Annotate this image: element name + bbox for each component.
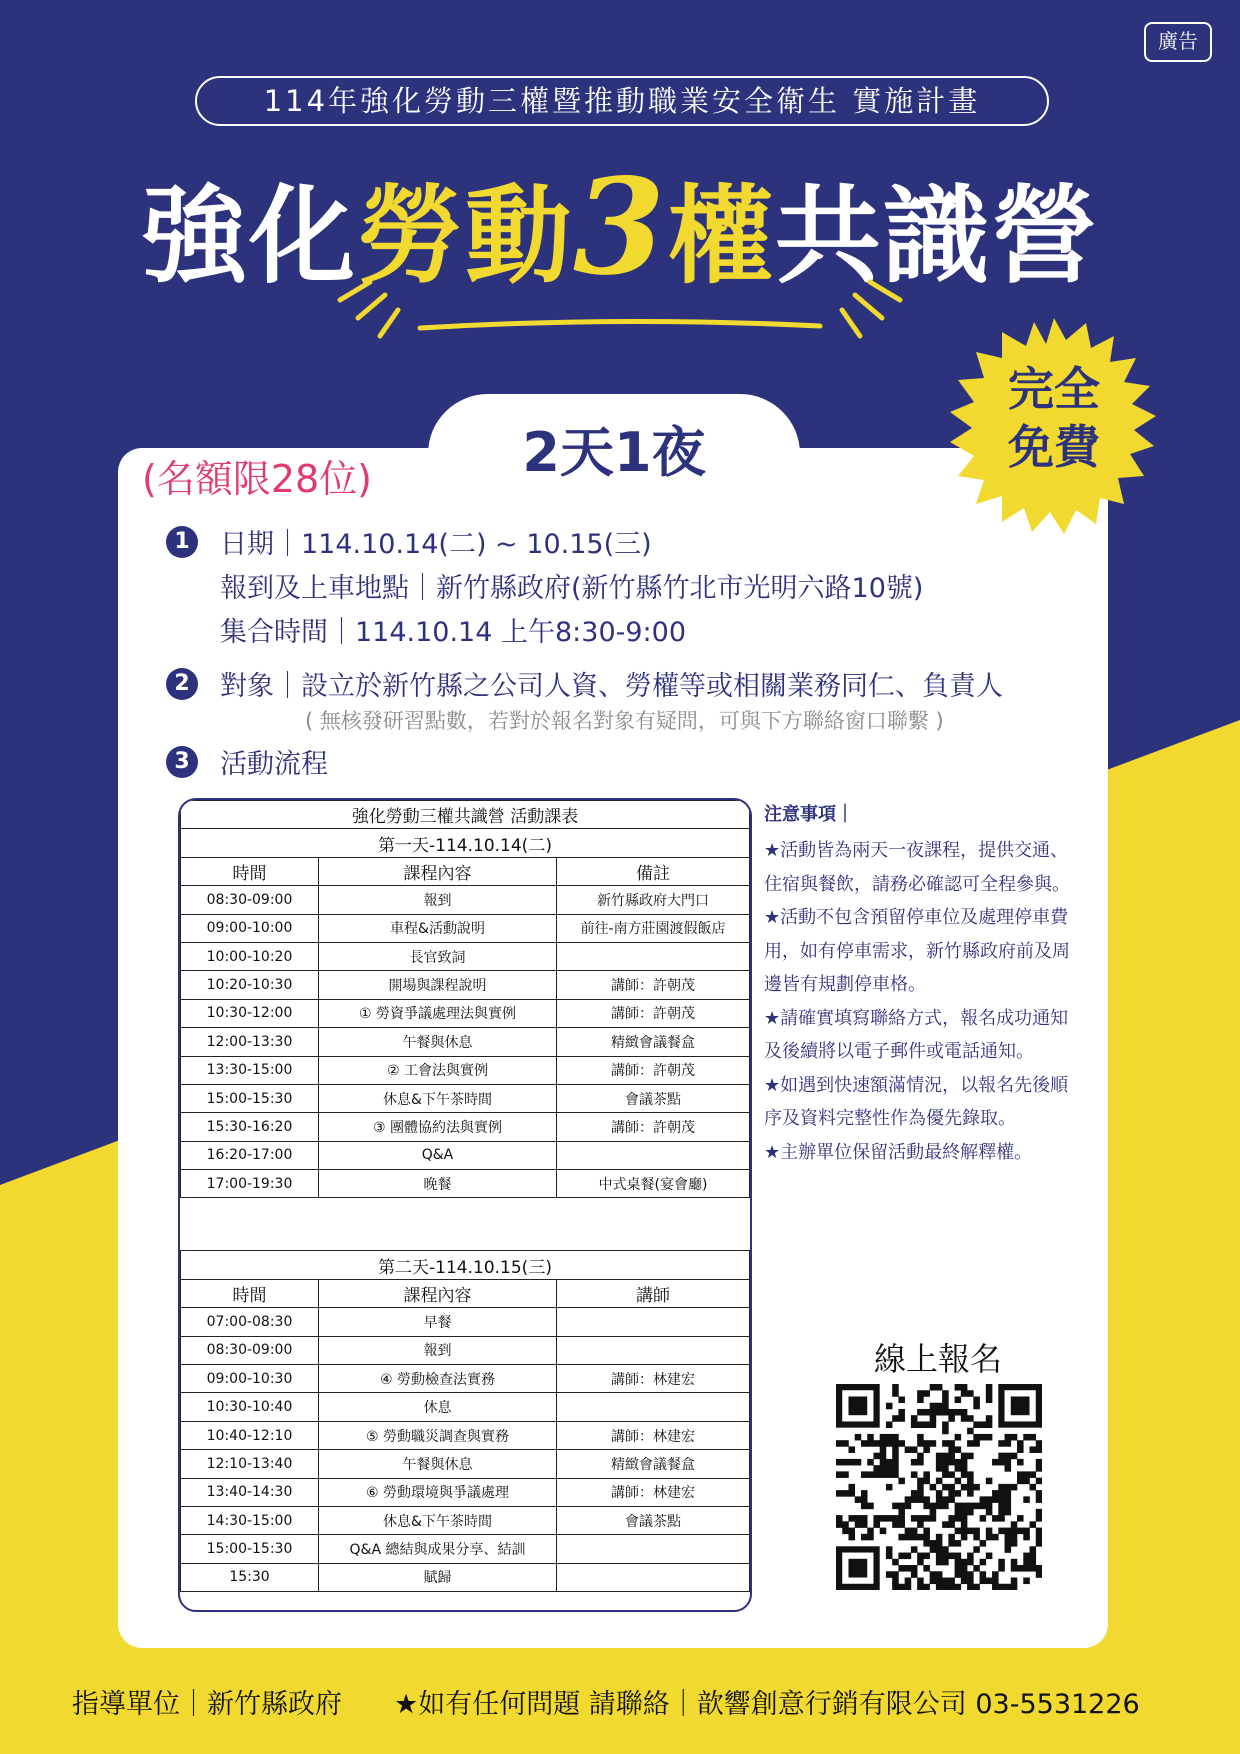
table-cell	[557, 1336, 750, 1364]
table-row	[181, 1450, 750, 1478]
table-cell: 講師：林建宏	[557, 1365, 750, 1393]
flow-heading: 活動流程	[220, 749, 328, 780]
qr-code-icon[interactable]	[836, 1384, 1042, 1590]
table-cell: Q&A	[319, 1141, 557, 1169]
table-row	[181, 999, 750, 1027]
main-title-part1: 強化	[141, 175, 358, 298]
day-title: 第二天-114.10.15(三)	[181, 1251, 750, 1279]
ad-badge: 廣告	[1144, 22, 1212, 62]
day-title-row	[181, 829, 750, 857]
table-row	[181, 1563, 750, 1591]
table-cell: 前往-南方莊園渡假飯店	[557, 914, 750, 942]
table-cell: 報到	[319, 1336, 557, 1364]
table-cell	[557, 1141, 750, 1169]
table-cell: 報到	[319, 886, 557, 914]
table-cell	[557, 942, 750, 970]
table-cell: 講師：林建宏	[557, 1421, 750, 1449]
table-row	[181, 1478, 750, 1506]
table-cell: 午餐與休息	[319, 1450, 557, 1478]
table-cell: 中式桌餐(宴會廳)	[557, 1170, 750, 1198]
table-row	[181, 886, 750, 914]
table-row	[181, 1056, 750, 1084]
table-cell: 15:00-15:30	[181, 1084, 319, 1112]
header-row	[181, 857, 750, 885]
column-header: 課程內容	[319, 857, 557, 885]
table-cell: 12:00-13:30	[181, 1028, 319, 1056]
table-cell: 17:00-19:30	[181, 1170, 319, 1198]
table-cell: ⑥ 勞動環境與爭議處理	[319, 1478, 557, 1506]
note-item: ★活動皆為兩天一夜課程，提供交通、住宿與餐飲，請務必確認可全程參與。	[764, 840, 1070, 895]
table-cell: 精緻會議餐盒	[557, 1450, 750, 1478]
table-cell: ④ 勞動檢查法實務	[319, 1365, 557, 1393]
table-cell: 10:20-10:30	[181, 971, 319, 999]
table-cell: 休息&下午茶時間	[319, 1506, 557, 1534]
table-cell: 賦歸	[319, 1563, 557, 1591]
header-row	[181, 1279, 750, 1307]
schedule-table	[178, 798, 752, 1612]
main-title-part5: 共識營	[774, 175, 1099, 298]
table-row	[181, 971, 750, 999]
table-cell: 07:00-08:30	[181, 1308, 319, 1336]
table-row	[181, 914, 750, 942]
registration-label: 線上報名	[873, 1340, 1002, 1378]
table-cell: 講師：許朝茂	[557, 971, 750, 999]
gather-time: 集合時間｜114.10.14 上午8:30-9:00	[220, 617, 687, 648]
event-location: 報到及上車地點｜新竹縣政府(新竹縣竹北市光明六路10號)	[220, 573, 924, 604]
table-cell: ② 工會法與實例	[319, 1056, 557, 1084]
free-badge-line2: 免費	[1008, 420, 1100, 474]
table-cell: 講師：許朝茂	[557, 999, 750, 1027]
table-cell: 午餐與休息	[319, 1028, 557, 1056]
table-row	[181, 1170, 750, 1198]
table-cell: 14:30-15:00	[181, 1506, 319, 1534]
table-cell	[557, 1563, 750, 1591]
column-header: 時間	[181, 1279, 319, 1307]
footer-guide: 指導單位｜新竹縣政府	[72, 1689, 342, 1720]
note-item: ★請確實填寫聯絡方式，報名成功通知及後續將以電子郵件或電話通知。	[764, 1007, 1069, 1062]
table-cell: 10:30-12:00	[181, 999, 319, 1027]
table-row	[181, 1028, 750, 1056]
table-cell: 講師：林建宏	[557, 1478, 750, 1506]
section-number-2: 2	[166, 668, 198, 700]
table-cell: 08:30-09:00	[181, 1336, 319, 1364]
target-audience: 對象｜設立於新竹縣之公司人資、勞權等或相關業務同仁、負責人	[220, 671, 1003, 702]
note-item: ★主辦單位保留活動最終解釋權。	[764, 1141, 1033, 1163]
quota-label: (名額限28位)	[142, 457, 373, 501]
table-cell: 講師：許朝茂	[557, 1056, 750, 1084]
note-item: ★活動不包含預留停車位及處理停車費用，如有停車需求，新竹縣政府前及周邊皆有規劃停車格。	[764, 907, 1070, 995]
table-cell: 新竹縣政府大門口	[557, 886, 750, 914]
table-cell	[557, 1393, 750, 1421]
free-badge-text	[946, 360, 1162, 476]
table-row	[181, 1141, 750, 1169]
table-row	[181, 1535, 750, 1563]
table-cell: 09:00-10:30	[181, 1365, 319, 1393]
table-row	[181, 1506, 750, 1534]
table-cell: 13:40-14:30	[181, 1478, 319, 1506]
note-item: ★如遇到快速額滿情況，以報名先後順序及資料完整性作為優先錄取。	[764, 1074, 1069, 1129]
table-cell: 13:30-15:00	[181, 1056, 319, 1084]
table-cell: Q&A 總結與成果分享、結訓	[319, 1535, 557, 1563]
target-note: ( 無核發研習點數，若對於報名對象有疑問，可與下方聯絡窗口聯繫 )	[305, 709, 944, 733]
schedule-title: 強化勞動三權共識營 活動課表	[181, 801, 750, 829]
column-header: 備註	[557, 857, 750, 885]
table-cell: 09:00-10:00	[181, 914, 319, 942]
table-cell: 休息&下午茶時間	[319, 1084, 557, 1112]
duration-label: 2天1夜	[522, 421, 706, 484]
table-row	[181, 1336, 750, 1364]
day-title: 第一天-114.10.14(二)	[181, 829, 750, 857]
table-cell: 晚餐	[319, 1170, 557, 1198]
table-cell: 10:40-12:10	[181, 1421, 319, 1449]
schedule-title-row	[181, 801, 750, 829]
plan-title: 114年強化勞動三權暨推動職業安全衛生 實施計畫	[195, 76, 1049, 126]
table-cell: 10:30-10:40	[181, 1393, 319, 1421]
table-cell: 12:10-13:40	[181, 1450, 319, 1478]
table-cell: 精緻會議餐盒	[557, 1028, 750, 1056]
section-number-1: 1	[166, 526, 198, 558]
table-cell	[557, 1535, 750, 1563]
column-header: 時間	[181, 857, 319, 885]
table-cell: 早餐	[319, 1308, 557, 1336]
free-badge-line1: 完全	[1008, 362, 1100, 416]
column-header: 講師	[557, 1279, 750, 1307]
table-cell: 15:30-16:20	[181, 1113, 319, 1141]
main-title-part2: 勞動	[357, 175, 574, 298]
main-title-part4: 權	[666, 175, 775, 298]
table-cell: 15:00-15:30	[181, 1535, 319, 1563]
table-cell: 10:00-10:20	[181, 942, 319, 970]
table-row	[181, 1393, 750, 1421]
spacer-cell	[181, 1198, 750, 1251]
event-date: 日期｜114.10.14(二) ~ 10.15(三)	[220, 529, 652, 560]
table-cell: 長官致詞	[319, 942, 557, 970]
column-header: 課程內容	[319, 1279, 557, 1307]
table-row	[181, 1113, 750, 1141]
table-cell: 休息	[319, 1393, 557, 1421]
table-cell: 08:30-09:00	[181, 886, 319, 914]
table-cell: 車程&活動說明	[319, 914, 557, 942]
table-row	[181, 1084, 750, 1112]
table-cell: 開場與課程說明	[319, 971, 557, 999]
spacer-row	[181, 1198, 750, 1251]
notes-panel	[764, 800, 1084, 1169]
title-sparkle-decoration	[0, 0, 1240, 360]
table-cell: 16:20-17:00	[181, 1141, 319, 1169]
table-cell: 會議茶點	[557, 1084, 750, 1112]
section-number-3: 3	[166, 746, 198, 778]
footer-contact: ★如有任何問題 請聯絡｜歆響創意行銷有限公司 03-5531226	[394, 1689, 1140, 1720]
table-row	[181, 1421, 750, 1449]
table-cell: ① 勞資爭議處理法與實例	[319, 999, 557, 1027]
table-cell: ⑤ 勞動職災調查與實務	[319, 1421, 557, 1449]
main-title-part3: 3	[573, 150, 667, 305]
table-cell: 會議茶點	[557, 1506, 750, 1534]
table-cell	[557, 1308, 750, 1336]
table-row	[181, 942, 750, 970]
table-row	[181, 1365, 750, 1393]
table-cell: 講師：許朝茂	[557, 1113, 750, 1141]
notes-title: 注意事項｜	[764, 804, 854, 825]
day-title-row	[181, 1251, 750, 1279]
table-cell: 15:30	[181, 1563, 319, 1591]
table-row	[181, 1308, 750, 1336]
table-cell: ③ 團體協約法與實例	[319, 1113, 557, 1141]
